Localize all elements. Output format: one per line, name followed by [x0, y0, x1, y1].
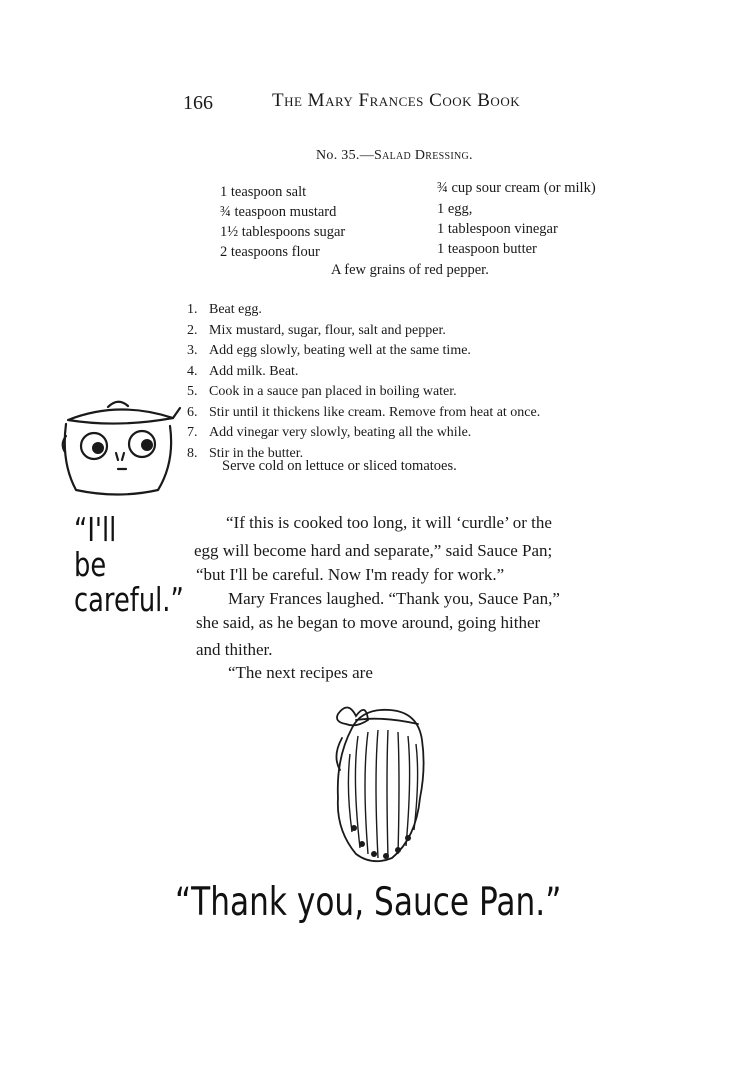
step-item [187, 341, 540, 362]
girl-head-illustration [322, 698, 438, 870]
pepper-note: A few grains of red pepper. [331, 262, 489, 278]
step-number: 5. [187, 384, 198, 399]
story-line-6: and thither. [196, 640, 273, 659]
step-item [187, 300, 540, 321]
step-number: 3. [187, 343, 198, 358]
step-item [187, 423, 540, 444]
step-text: Stir in the butter. [209, 445, 304, 461]
step-item [187, 382, 540, 403]
step-text: Add egg slowly, beating well at the same time. [209, 343, 471, 358]
ingredient-left-4: 2 teaspoons flour [220, 244, 320, 260]
ingredient-left-1: 1 teaspoon salt [220, 184, 307, 200]
step-number: 6. [187, 404, 198, 420]
step-number: 7. [187, 425, 198, 440]
story-line-7: “The next recipes are [228, 663, 373, 682]
running-title: The Mary Frances Cook Book [272, 90, 521, 111]
step-number: 2. [187, 322, 198, 338]
step-text: Mix mustard, sugar, flour, salt and pepper. [209, 322, 446, 338]
side-quote-line: be [74, 545, 107, 584]
story-line-5: she said, as he began to move around, going hither [196, 613, 541, 632]
recipe-name: Salad Dressing. [374, 148, 473, 163]
step-text: Stir until it thickens like cream. Remove from heat at once. [209, 404, 541, 420]
saucepan-illustration [58, 396, 188, 500]
ingredient-left-3: 1½ tablespoons sugar [220, 224, 346, 240]
story-line-2: egg will become hard and separate,” said Sauce Pan; [194, 541, 553, 560]
ingredient-left-2: ¾ teaspoon mustard [220, 204, 337, 220]
step-text: Beat egg. [209, 302, 262, 317]
serving-note: Serve cold on lettuce or sliced tomatoes. [222, 458, 457, 474]
step-item [187, 321, 540, 342]
step-number: 8. [187, 445, 198, 461]
step-number: 1. [187, 302, 198, 317]
ingredient-right-2: 1 egg, [437, 201, 473, 217]
story-line-4: Mary Frances laughed. “Thank you, Sauce Pan,” [228, 589, 560, 608]
page-number: 166 [183, 92, 213, 114]
side-quote-line: “I'll [74, 510, 117, 549]
story-line-1: “If this is cooked too long, it will ‘curdle’ or the [226, 513, 552, 532]
illustration-caption: “Thank you, Sauce Pan.” [175, 880, 562, 925]
ingredient-right-4: 1 teaspoon butter [437, 241, 537, 257]
ingredient-right-3: 1 tablespoon vinegar [437, 221, 558, 237]
step-text: Add milk. Beat. [209, 363, 299, 379]
ingredient-right-1: ¾ cup sour cream (or milk) [437, 180, 596, 196]
side-quote [74, 512, 184, 617]
recipe-title [316, 148, 473, 164]
side-quote-line: careful.” [74, 580, 184, 619]
step-item [187, 362, 540, 383]
step-text: Add vinegar very slowly, beating all the while. [209, 425, 472, 440]
step-item [187, 403, 540, 424]
step-number: 4. [187, 363, 198, 379]
story-line-3: “but I'll be careful. Now I'm ready for work.” [196, 565, 505, 584]
recipe-steps [187, 300, 540, 464]
recipe-number: No. 35.— [316, 148, 375, 163]
step-text: Cook in a sauce pan placed in boiling water. [209, 384, 457, 399]
